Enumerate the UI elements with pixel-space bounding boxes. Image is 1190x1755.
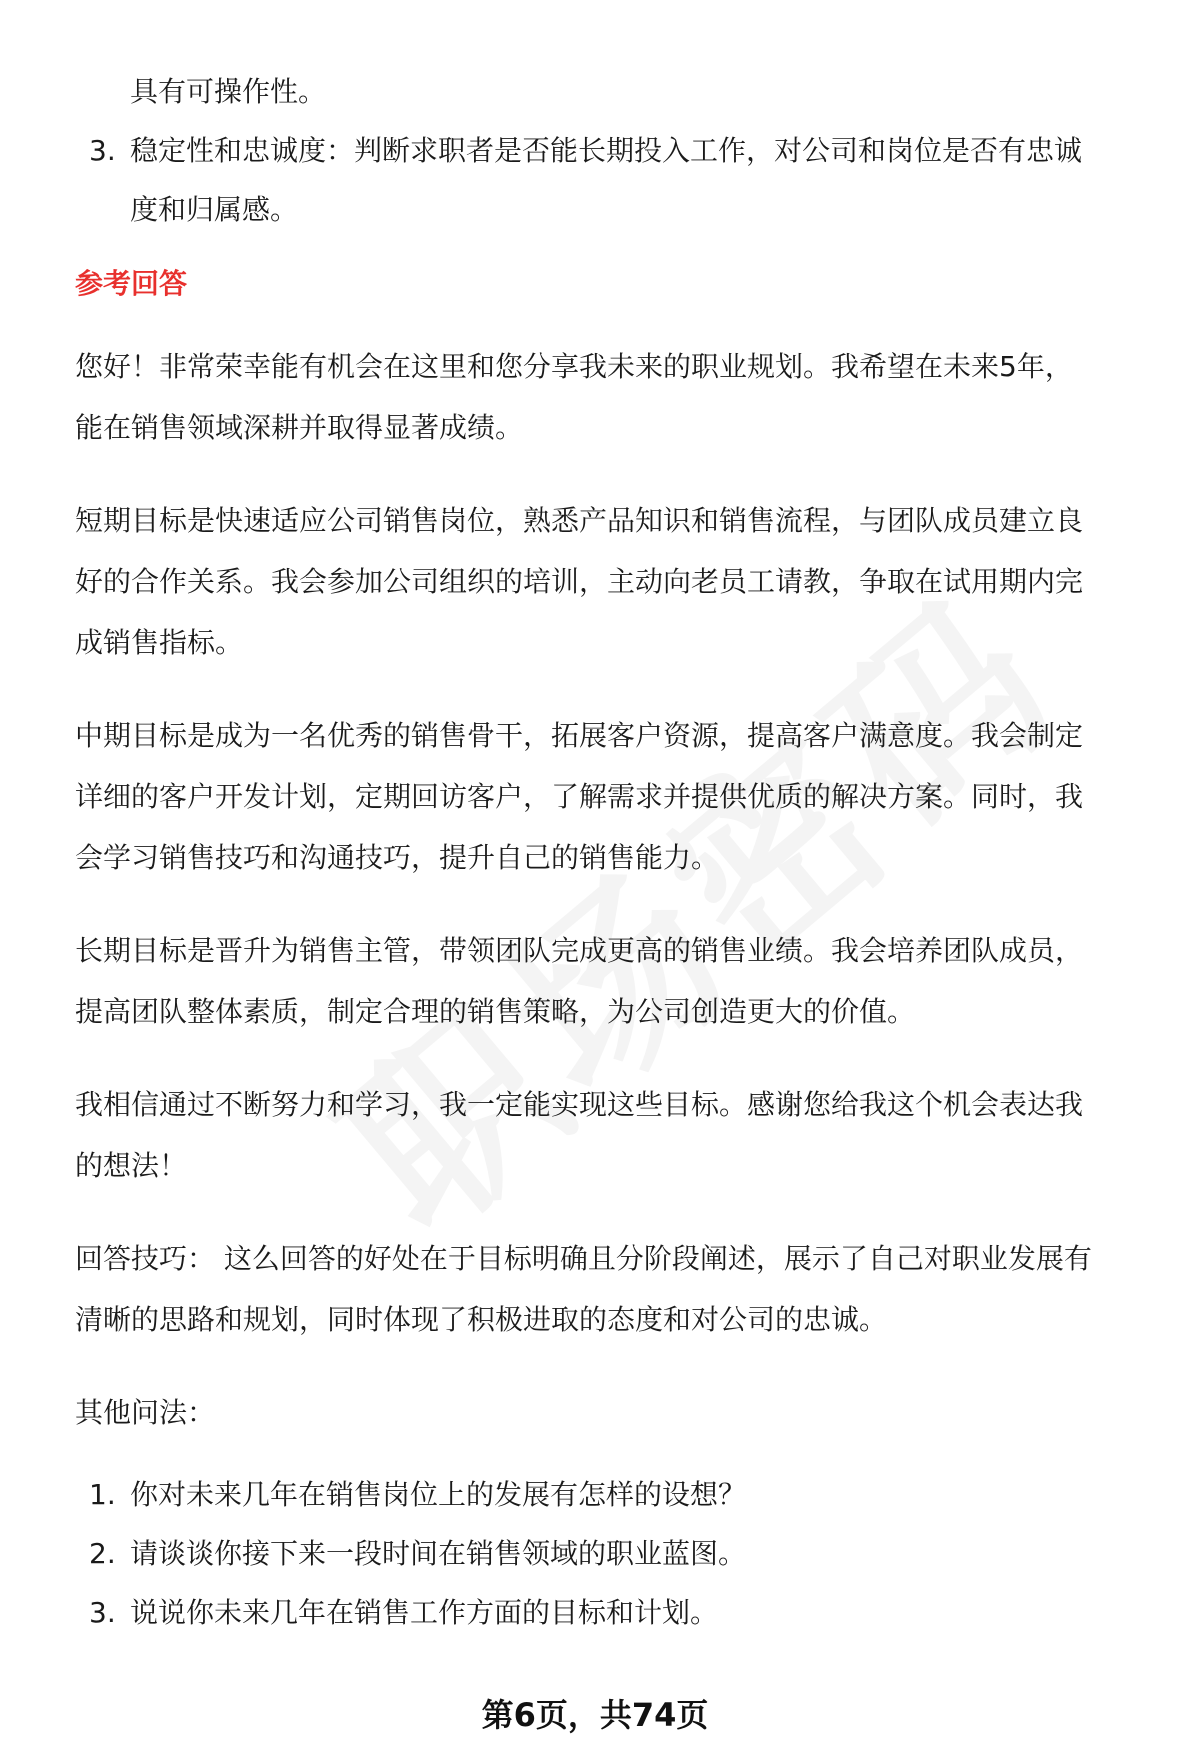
list-item-text: 你对未来几年在销售岗位上的发展有怎样的设想？ [130, 1478, 747, 1511]
list-item-line: 稳定性和忠诚度：判断求职者是否能长期投入工作，对公司和岗位是否有忠诚 [130, 134, 1083, 167]
list-number: 1. [89, 1478, 116, 1511]
paragraph-line: 回答技巧： 这么回答的好处在于目标明确且分阶段阐述，展示了自己对职业发展有 [75, 1242, 1092, 1275]
list-item-text: 请谈谈你接下来一段时间在销售领域的职业蓝图。 [130, 1537, 747, 1570]
paragraph [75, 336, 1165, 458]
paragraph-line: 清晰的思路和规划，同时体现了积极进取的态度和对公司的忠诚。 [75, 1303, 888, 1336]
paragraph-line: 会学习销售技巧和沟通技巧，提升自己的销售能力。 [75, 841, 720, 874]
list-item [75, 1524, 1165, 1583]
page-content [75, 62, 1165, 1642]
paragraph [75, 490, 1165, 673]
paragraph [75, 1074, 1165, 1196]
paragraph-line: 提高团队整体素质，制定合理的销售策略，为公司创造更大的价值。 [75, 995, 916, 1028]
paragraph-line: 您好！非常荣幸能有机会在这里和您分享我未来的职业规划。我希望在未来5年， [75, 350, 1073, 383]
paragraph-line: 成销售指标。 [75, 626, 244, 659]
list-item-line: 度和归属感。 [130, 193, 299, 226]
paragraph-line: 好的合作关系。我会参加公司组织的培训，主动向老员工请教，争取在试用期内完 [75, 565, 1084, 598]
list-item-text: 说说你未来几年在销售工作方面的目标和计划。 [130, 1596, 719, 1629]
paragraph [75, 920, 1165, 1042]
list-item-continuation: 具有可操作性。 [130, 75, 327, 108]
other-questions-list [75, 1465, 1165, 1642]
paragraph-line: 详细的客户开发计划，定期回访客户，了解需求并提供优质的解决方案。同时，我 [75, 780, 1084, 813]
list-item [75, 1465, 1165, 1524]
list-number: 3. [89, 134, 116, 167]
list-number: 3. [89, 1596, 116, 1629]
paragraph-line: 短期目标是快速适应公司销售岗位，熟悉产品知识和销售流程，与团队成员建立良 [75, 504, 1084, 537]
paragraph-line: 长期目标是晋升为销售主管，带领团队完成更高的销售业绩。我会培养团队成员， [75, 934, 1084, 967]
paragraph-line: 能在销售领域深耕并取得显著成绩。 [75, 411, 524, 444]
other-questions-label: 其他问法： [75, 1396, 216, 1429]
page-number: 第6页，共74页 [481, 1696, 709, 1734]
paragraph-line: 的想法！ [75, 1149, 188, 1182]
paragraph-line: 我相信通过不断努力和学习，我一定能实现这些目标。感谢您给我这个机会表达我 [75, 1088, 1084, 1121]
list-number: 2. [89, 1537, 116, 1570]
paragraph [75, 705, 1165, 888]
paragraph [75, 1228, 1165, 1350]
list-item [75, 1583, 1165, 1642]
paragraph-line: 中期目标是成为一名优秀的销售骨干，拓展客户资源，提高客户满意度。我会制定 [75, 719, 1084, 752]
list-item [75, 121, 1165, 180]
section-title: 参考回答 [75, 267, 188, 300]
